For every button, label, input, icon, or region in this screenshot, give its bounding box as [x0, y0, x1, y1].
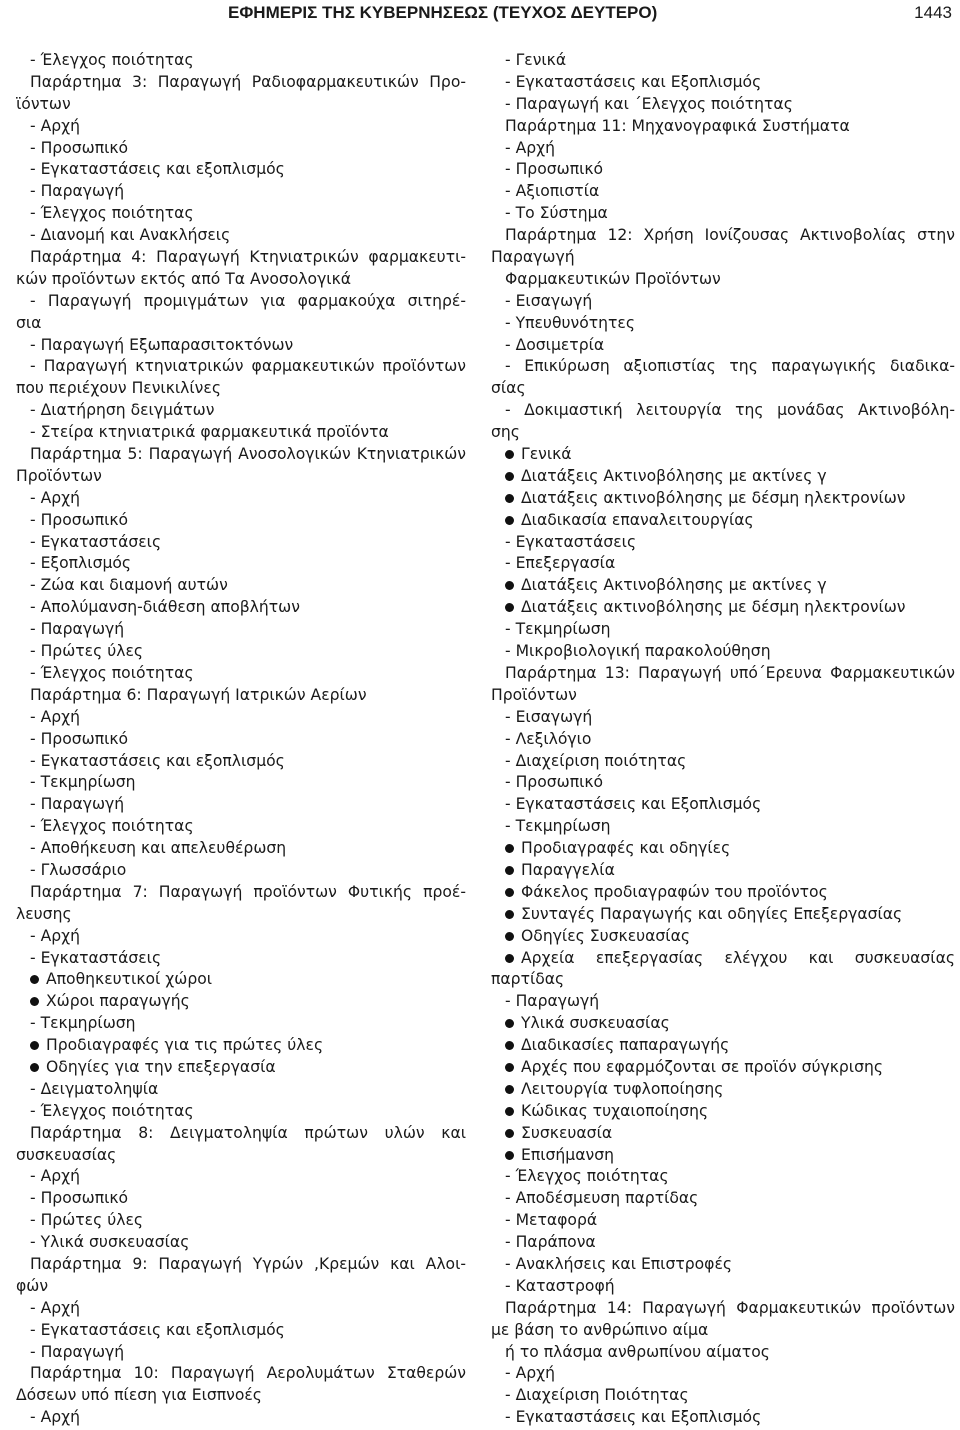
list-item: - Αρχή — [30, 1167, 81, 1186]
list-item: - Αξιοπιστία — [505, 182, 600, 201]
bullet-text: Διαδικασία επαναλειτουργίας — [521, 510, 754, 529]
list-item: - Πρώτες ύλες — [30, 1211, 144, 1230]
bullet-text: Διατάξεις Ακτινοβόλησης με ακτίνες γ — [521, 466, 827, 485]
annex-heading: Παράρτημα 8: Δειγματοληψία πρώτων υλών και — [30, 1123, 466, 1142]
bullet-dot-icon — [505, 910, 514, 919]
bullet-item — [491, 466, 955, 488]
list-item: - Διαχείριση ποιότητας — [505, 751, 687, 770]
list-item: - Υλικά συσκευασίας — [30, 1233, 190, 1252]
text-line: σια — [16, 313, 42, 332]
bullet-item — [491, 882, 955, 904]
list-item: - Εγκαταστάσεις — [505, 532, 637, 551]
list-item: - Εγκαταστάσεις — [30, 532, 162, 551]
text-line: κών προϊόντων εκτός από Τα Ανοσολογικά — [16, 269, 352, 288]
bullet-item — [491, 1035, 955, 1057]
list-item: - Αποθήκευση και απελευθέρωση — [30, 839, 287, 858]
text-line: ή το πλάσμα ανθρωπίνου αίματος — [505, 1342, 770, 1361]
bullet-dot-icon — [30, 1063, 39, 1072]
bullet-dot-icon — [505, 603, 514, 612]
list-item: - Αρχή — [30, 1298, 81, 1317]
list-item: - Δοκιμαστική λειτουργία της μονάδας Ακτινοβόλη- — [505, 401, 955, 420]
list-item: - Παράπονα — [505, 1233, 596, 1252]
list-item: - Εγκαταστάσεις και Εξοπλισμός — [505, 795, 762, 814]
bullet-item — [16, 1057, 466, 1079]
text-line: με βάση το ανθρώπινο αίμα — [491, 1320, 709, 1339]
list-item: - Αρχή — [30, 707, 81, 726]
bullet-text: Συνταγές Παραγωγής και οδηγίες Επεξεργασίας — [521, 904, 903, 923]
text-line: σίας — [491, 379, 526, 398]
list-item: - Εγκαταστάσεις και Εξοπλισμός — [505, 1408, 762, 1427]
bullet-item — [491, 597, 955, 619]
list-item: - Εγκαταστάσεις και εξοπλισμός — [30, 160, 285, 179]
text-line: φών — [16, 1276, 49, 1295]
list-item: - Εγκαταστάσεις και εξοπλισμός — [30, 1320, 285, 1339]
bullet-text: Διατάξεις ακτινοβόλησης με δέσμη ηλεκτρονίων — [521, 488, 906, 507]
annex-heading: Παράρτημα 11: Μηχανογραφικά Συστήματα — [505, 116, 850, 135]
list-item: - Έλεγχος ποιότητας — [30, 663, 194, 682]
list-item: - Παραγωγή προμιγμάτων για φαρμακούχα σιτηρέ- — [30, 291, 466, 310]
bullet-item — [16, 1035, 466, 1057]
left-column — [16, 50, 466, 1429]
bullet-item — [491, 444, 955, 466]
list-item: - Μικροβιολογική παρακολούθηση — [505, 642, 771, 661]
text-line: που περιέχουν Πενικιλίνες — [16, 379, 221, 398]
bullet-item — [491, 510, 955, 532]
bullet-item — [16, 991, 466, 1013]
list-item: - Εγκαταστάσεις — [30, 948, 162, 967]
list-item: - Έλεγχος ποιότητας — [505, 1167, 669, 1186]
list-item: - Προσωπικό — [30, 138, 129, 157]
list-item: - Παραγωγή και ΄Ελεγχος ποιότητας — [505, 94, 793, 113]
bullet-item — [16, 969, 466, 991]
bullet-text: Κώδικας τυχαιοποίησης — [521, 1101, 709, 1120]
bullet-dot-icon — [505, 450, 514, 459]
bullet-dot-icon — [505, 1019, 514, 1028]
text-line: Δόσεων υπό πίεση για Εισπνοές — [16, 1386, 262, 1405]
list-item: - Διατήρηση δειγμάτων — [30, 401, 215, 420]
annex-heading: Παράρτημα 5: Παραγωγή Ανοσολογικών Κτηνιατρικών — [30, 445, 466, 464]
annex-heading: Παράρτημα 10: Παραγωγή Αερολυμάτων Σταθερών — [30, 1364, 466, 1383]
list-item: - Αρχή — [505, 1364, 556, 1383]
list-item: - Πρώτες ύλες — [30, 642, 144, 661]
bullet-text: Επισήμανση — [521, 1145, 614, 1164]
bullet-dot-icon — [505, 888, 514, 897]
bullet-dot-icon — [30, 975, 39, 984]
bullet-item — [491, 488, 955, 510]
right-column — [491, 50, 955, 1429]
bullet-item — [491, 1123, 955, 1145]
bullet-text: Παραγγελία — [521, 860, 615, 879]
list-item: - Εγκαταστάσεις και εξοπλισμός — [30, 751, 285, 770]
page-number: 1443 — [914, 3, 952, 22]
list-item: - Προσωπικό — [30, 1189, 129, 1208]
bullet-dot-icon — [505, 954, 514, 963]
bullet-dot-icon — [505, 581, 514, 590]
list-item: - Επεξεργασία — [505, 554, 616, 573]
bullet-text: Διατάξεις Ακτινοβόλησης με ακτίνες γ — [521, 576, 827, 595]
bullet-item — [491, 1057, 955, 1079]
list-item: - Εξοπλισμός — [30, 554, 132, 573]
list-item: - Έλεγχος ποιότητας — [30, 51, 194, 69]
list-item: - Τεκμηρίωση — [505, 620, 611, 639]
text-line: ϊόντων — [16, 94, 71, 113]
bullet-text: Λειτουργία τυφλοποίησης — [521, 1079, 724, 1098]
list-item: - Εγκαταστάσεις και Εξοπλισμός — [505, 72, 762, 91]
bullet-item — [491, 838, 955, 860]
text-line: συσκευασίας — [16, 1145, 117, 1164]
list-item: - Αρχή — [30, 1408, 81, 1427]
list-item: - Έλεγχος ποιότητας — [30, 1101, 194, 1120]
bullet-text: Αποθηκευτικοί χώροι — [46, 970, 213, 989]
bullet-text: Αρχεία επεξεργασίας ελέγχου και συσκευασίας — [521, 948, 955, 967]
bullet-dot-icon — [505, 844, 514, 853]
list-item: - Λεξιλόγιο — [505, 729, 592, 748]
bullet-dot-icon — [30, 997, 39, 1006]
bullet-text: Υλικά συσκευασίας — [521, 1014, 670, 1033]
list-item: - Έλεγχος ποιότητας — [30, 817, 194, 836]
list-item: - Γενικά — [505, 51, 567, 69]
bullet-item — [491, 1079, 955, 1101]
bullet-text: Αρχές που εφαρμόζονται σε προϊόν σύγκρισης — [521, 1057, 884, 1076]
bullet-dot-icon — [30, 1041, 39, 1050]
bullet-item — [491, 1145, 955, 1167]
bullet-dot-icon — [505, 1041, 514, 1050]
gazette-title: ΕΦΗΜΕΡΙΣ ΤΗΣ ΚΥΒΕΡΝΗΣΕΩΣ (ΤΕΥΧΟΣ ΔΕΥΤΕΡΟ) — [228, 3, 658, 22]
bullet-item — [491, 948, 955, 970]
bullet-dot-icon — [505, 1085, 514, 1094]
list-item: - Αρχή — [30, 488, 81, 507]
list-item: - Αρχή — [30, 116, 81, 135]
bullet-item — [491, 860, 955, 882]
bullet-dot-icon — [505, 932, 514, 941]
annex-heading: Παράρτημα 14: Παραγωγή Φαρμακευτικών προϊόντων — [505, 1298, 955, 1317]
list-item: - Μεταφορά — [505, 1211, 598, 1230]
list-item: - Αρχή — [505, 138, 556, 157]
annex-heading: Παράρτημα 9: Παραγωγή Υγρών ,Κρεμών και Αλοι- — [30, 1254, 466, 1273]
bullet-dot-icon — [505, 1107, 514, 1116]
bullet-item — [491, 1101, 955, 1123]
list-item: - Παραγωγή κτηνιατρικών φαρμακευτικών προϊόντων — [30, 357, 466, 376]
bullet-item — [491, 904, 955, 926]
text-line: Παραγωγή — [491, 248, 575, 267]
list-item: - Έλεγχος ποιότητας — [30, 204, 194, 223]
list-item: - Τεκμηρίωση — [30, 1014, 136, 1033]
list-item: - Εισαγωγή — [505, 707, 593, 726]
list-item: - Αρχή — [30, 926, 81, 945]
list-item: - Τεκμηρίωση — [505, 817, 611, 836]
list-item: - Εισαγωγή — [505, 291, 593, 310]
list-item: - Διανομή και Ανακλήσεις — [30, 226, 231, 245]
list-item: - Καταστροφή — [505, 1276, 615, 1295]
list-item: - Στείρα κτηνιατρικά φαρμακευτικά προϊόντα — [30, 423, 389, 442]
annex-heading: Παράρτημα 4: Παραγωγή Κτηνιατρικών φαρμακευτι- — [30, 248, 466, 267]
bullet-text: Γενικά — [521, 445, 572, 464]
bullet-text: Διαδικασίες παπαραγωγής — [521, 1036, 730, 1055]
list-item: - Γλωσσάριο — [30, 860, 127, 879]
annex-heading: Παράρτημα 12: Χρήση Ιονίζουσας Ακτινοβολίας στην — [505, 226, 955, 245]
bullet-text: Φάκελος προδιαγραφών του προϊόντος — [521, 882, 828, 901]
bullet-dot-icon — [505, 494, 514, 503]
bullet-text: Προδιαγραφές και οδηγίες — [521, 839, 731, 858]
list-item: - Αποδέσμευση παρτίδας — [505, 1189, 699, 1208]
text-line: παρτίδας — [491, 970, 565, 989]
list-item: - Προσωπικό — [505, 160, 604, 179]
list-item: - Επικύρωση αξιοπιστίας της παραγωγικής διαδικα- — [505, 357, 955, 376]
annex-heading: Παράρτημα 13: Παραγωγή υπό΄Ερευνα Φαρμακευτικών — [505, 663, 955, 682]
list-item: - Ανακλήσεις και Επιστροφές — [505, 1254, 733, 1273]
text-line: σης — [491, 423, 520, 442]
bullet-text: Προδιαγραφές για τις πρώτες ύλες — [46, 1036, 324, 1055]
bullet-dot-icon — [505, 472, 514, 481]
list-item: - Προσωπικό — [505, 773, 604, 792]
bullet-item — [491, 1013, 955, 1035]
list-item: - Δειγματοληψία — [30, 1079, 159, 1098]
list-item: - Προσωπικό — [30, 510, 129, 529]
list-item: - Προσωπικό — [30, 729, 129, 748]
annex-heading: Παράρτημα 6: Παραγωγή Ιατρικών Αερίων — [30, 685, 367, 704]
bullet-text: Οδηγίες για την επεξεργασία — [46, 1057, 276, 1076]
page-header — [0, 0, 960, 28]
annex-heading: Παράρτημα 7: Παραγωγή προϊόντων Φυτικής προέ- — [30, 882, 466, 901]
list-item: - Δοσιμετρία — [505, 335, 605, 354]
bullet-dot-icon — [505, 1151, 514, 1160]
list-item: - Παραγωγή — [505, 992, 600, 1011]
list-item: - Υπευθυνότητες — [505, 313, 636, 332]
bullet-dot-icon — [505, 1063, 514, 1072]
text-line: λευσης — [16, 904, 72, 923]
list-item: - Διαχείριση Ποιότητας — [505, 1386, 689, 1405]
bullet-dot-icon — [505, 1129, 514, 1138]
list-item: - Ζώα και διαμονή αυτών — [30, 576, 228, 595]
text-line: Φαρμακευτικών Προϊόντων — [505, 269, 721, 288]
bullet-item — [491, 575, 955, 597]
list-item: - Το Σύστημα — [505, 204, 608, 223]
bullet-text: Διατάξεις ακτινοβόλησης με δέσμη ηλεκτρονίων — [521, 598, 906, 617]
text-line: Προϊόντων — [491, 685, 577, 704]
bullet-item — [491, 926, 955, 948]
bullet-text: Οδηγίες Συσκευασίας — [521, 926, 691, 945]
list-item: - Τεκμηρίωση — [30, 773, 136, 792]
text-line: Προϊόντων — [16, 466, 102, 485]
list-item: - Απολύμανση-διάθεση αποβλήτων — [30, 598, 300, 617]
list-item: - Παραγωγή — [30, 620, 125, 639]
bullet-dot-icon — [505, 516, 514, 525]
bullet-text: Συσκευασία — [521, 1123, 613, 1142]
list-item: - Παραγωγή — [30, 795, 125, 814]
list-item: - Παραγωγή Εξωπαρασιτοκτόνων — [30, 335, 294, 354]
list-item: - Παραγωγή — [30, 1342, 125, 1361]
bullet-text: Χώροι παραγωγής — [46, 992, 190, 1011]
annex-heading: Παράρτημα 3: Παραγωγή Ραδιοφαρμακευτικών Προ- — [30, 72, 466, 91]
bullet-dot-icon — [505, 866, 514, 875]
list-item: - Παραγωγή — [30, 182, 125, 201]
